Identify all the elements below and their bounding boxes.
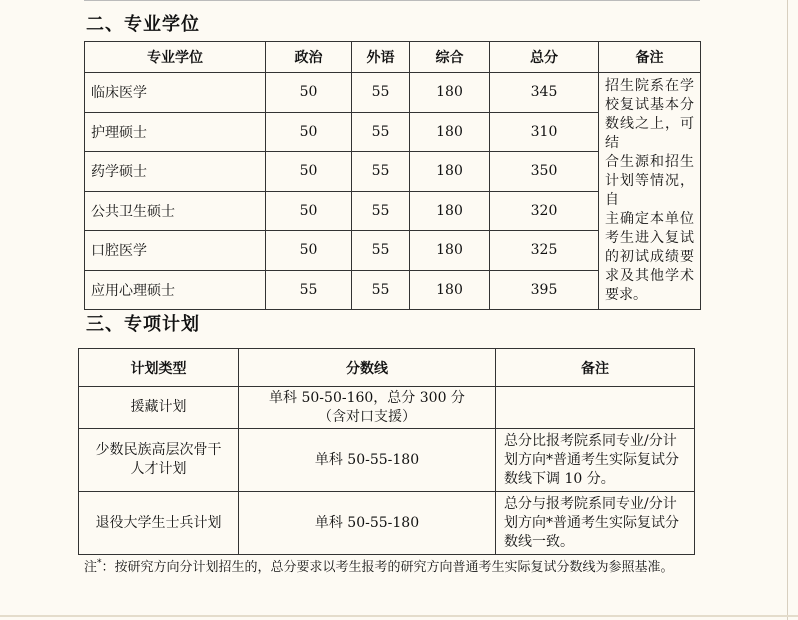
- score-line-text: （含对口支援）: [318, 408, 416, 425]
- note-line: 要求。: [605, 287, 647, 303]
- total-score: 325: [490, 231, 599, 271]
- header-degree: 专业学位: [85, 42, 266, 73]
- degree-name: 公共卫生硕士: [85, 191, 266, 231]
- special-plans-table: [78, 348, 695, 555]
- remarks-line: 数线一致。: [504, 533, 574, 550]
- right-rule: [787, 0, 788, 620]
- plan-type-cell: [79, 492, 239, 555]
- politics-score: 50: [266, 231, 352, 271]
- header-comprehensive: 综合: [410, 42, 490, 73]
- politics-score: 55: [266, 270, 352, 310]
- language-score: 55: [352, 191, 410, 231]
- score-line-text: 单科 50-55-180: [314, 451, 420, 468]
- remarks-line: 划方向*普通考生实际复试分: [504, 451, 679, 468]
- politics-score: 50: [266, 112, 352, 152]
- note-line: 的初试成绩要: [605, 249, 694, 265]
- total-score: 310: [490, 112, 599, 152]
- plan-type-cell: [79, 429, 239, 492]
- degree-name: 药学硕士: [85, 152, 266, 192]
- total-score: 395: [490, 270, 599, 310]
- table-header-row: [79, 349, 695, 387]
- table-header-row: [85, 42, 701, 73]
- score-line-cell: [239, 387, 496, 429]
- header-note: 备注: [599, 42, 701, 73]
- language-score: 55: [352, 73, 410, 113]
- remarks-cell: [496, 387, 695, 429]
- remarks-cell: [496, 492, 695, 555]
- total-score: 320: [490, 191, 599, 231]
- comprehensive-score: 180: [410, 231, 490, 271]
- plan-type-line: 援藏计划: [130, 399, 187, 415]
- degree-name: 临床医学: [85, 73, 266, 113]
- comprehensive-score: 180: [410, 73, 490, 113]
- top-rule: [84, 0, 700, 1]
- plan-type-line: 人才计划: [130, 461, 187, 477]
- language-score: 55: [352, 231, 410, 271]
- bottom-rule: [0, 615, 798, 617]
- total-score: 345: [490, 73, 599, 113]
- footnote-mark: *: [97, 558, 102, 569]
- remarks-line: 总分比报考院系同专业/分计: [504, 432, 677, 449]
- plan-type-line: 退役大学生士兵计划: [95, 514, 222, 531]
- comprehensive-score: 180: [410, 112, 490, 152]
- plan-type-cell: [79, 387, 239, 429]
- header-language: 外语: [352, 42, 410, 73]
- note-line: 计划等情况，自: [605, 173, 694, 208]
- comprehensive-score: 180: [410, 191, 490, 231]
- note-line: 数线之上，可结: [605, 116, 694, 151]
- footnote-text: ：按研究方向分计划招生的，总分要求以考生报考的研究方向普通考生实际复试分数线为参照基准。: [101, 560, 674, 575]
- note-cell: [599, 73, 701, 310]
- note-line: 合生源和招生: [605, 154, 694, 170]
- note-line: 考生进入复试: [605, 230, 694, 246]
- language-score: 55: [352, 112, 410, 152]
- header-plan-type: 计划类型: [79, 349, 239, 387]
- degree-name: 应用心理硕士: [85, 270, 266, 310]
- language-score: 55: [352, 152, 410, 192]
- table-row: [79, 492, 695, 555]
- header-politics: 政治: [266, 42, 352, 73]
- comprehensive-score: 180: [410, 152, 490, 192]
- note-line: 主确定本单位: [605, 211, 694, 227]
- degree-name: 口腔医学: [85, 231, 266, 271]
- header-total: 总分: [490, 42, 599, 73]
- total-score: 350: [490, 152, 599, 192]
- header-score-line: 分数线: [239, 349, 496, 387]
- section-title-special-plans: 三、专项计划: [86, 314, 200, 335]
- plan-type-line: 少数民族高层次骨干: [95, 442, 222, 458]
- score-line-text: 单科 50-55-180: [314, 514, 420, 531]
- note-line: 求及其他学术: [605, 268, 694, 284]
- remarks-cell: [496, 429, 695, 492]
- professional-degree-table: [84, 41, 701, 310]
- degree-name: 护理硕士: [85, 112, 266, 152]
- footnote-prefix: 注: [84, 560, 98, 575]
- score-line-cell: [239, 492, 496, 555]
- politics-score: 50: [266, 73, 352, 113]
- language-score: 55: [352, 270, 410, 310]
- table-row: [79, 387, 695, 429]
- politics-score: 50: [266, 191, 352, 231]
- note-line: 校复试基本分: [605, 97, 694, 113]
- table-row: [85, 73, 701, 113]
- politics-score: 50: [266, 152, 352, 192]
- remarks-line: 数线下调 10 分。: [504, 470, 615, 487]
- remarks-line: 划方向*普通考生实际复试分: [504, 514, 679, 531]
- note-line: 招生院系在学: [605, 78, 694, 94]
- score-line-text: 单科 50-50-160，总分 300 分: [269, 389, 465, 406]
- comprehensive-score: 180: [410, 270, 490, 310]
- remarks-line: 总分与报考院系同专业/分计: [504, 495, 677, 512]
- section-title-professional-degree: 二、专业学位: [86, 14, 200, 35]
- score-line-cell: [239, 429, 496, 492]
- header-remarks: 备注: [496, 349, 695, 387]
- table-row: [79, 429, 695, 492]
- footnote: [84, 556, 674, 575]
